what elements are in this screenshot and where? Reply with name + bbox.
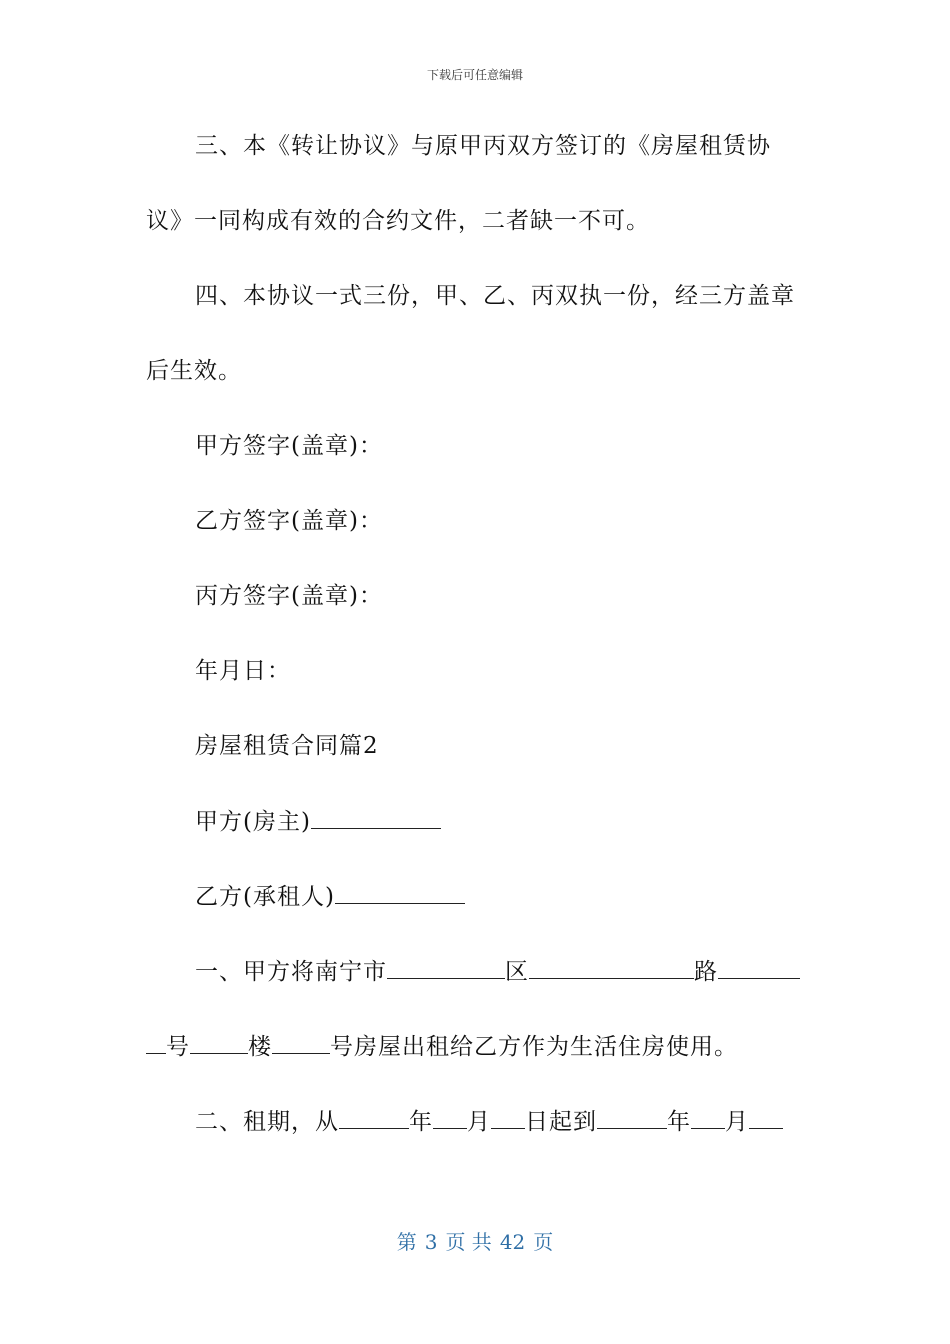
city-district-blank — [387, 956, 505, 979]
road-blank — [529, 956, 694, 979]
page-footer — [0, 1226, 950, 1255]
footer-page-number: 3 — [424, 1230, 438, 1254]
room-blank — [272, 1031, 330, 1054]
clause-1-line-1 — [195, 956, 800, 987]
footer-prefix: 第 — [396, 1230, 417, 1254]
footer-mid: 页 共 — [445, 1230, 492, 1254]
header-note: 下载后可任意编辑 — [426, 68, 523, 82]
clause-1-text-d: 号 — [166, 1034, 190, 1060]
footer-total-pages: 42 — [499, 1230, 526, 1254]
clause-2-line-1 — [195, 1106, 783, 1137]
number-blank — [146, 1031, 166, 1054]
clause-1-text-b: 区 — [505, 959, 529, 985]
clause-2-text-e: 年 — [667, 1109, 691, 1135]
end-month-blank — [691, 1106, 725, 1129]
clause-2-text-b: 年 — [409, 1109, 433, 1135]
clause-1-text-f: 号房屋出租给乙方作为生活住房使用。 — [330, 1034, 738, 1060]
clause-2-text-f: 月 — [725, 1109, 749, 1135]
section-title: 房屋租赁合同篇2 — [195, 733, 379, 759]
party-b-line — [195, 881, 465, 912]
signature-party-a: 甲方签字(盖章)： — [195, 433, 383, 459]
clause-3-line-2: 议》一同构成有效的合约文件，二者缺一不可。 — [146, 208, 650, 234]
party-b-blank — [335, 881, 465, 904]
end-day-blank — [749, 1106, 783, 1129]
party-a-label: 甲方(房主) — [195, 809, 311, 835]
clause-1-text-e: 楼 — [248, 1034, 272, 1060]
clause-2-text-c: 月 — [467, 1109, 491, 1135]
building-blank — [190, 1031, 248, 1054]
clause-3-line-1: 三、本《转让协议》与原甲丙双方签订的《房屋租赁协 — [195, 133, 771, 159]
party-b-label: 乙方(承租人) — [195, 884, 335, 910]
clause-1-text-a: 一、甲方将南宁市 — [195, 959, 387, 985]
footer-suffix: 页 — [533, 1230, 554, 1254]
clause-1-line-2 — [146, 1031, 738, 1062]
signature-party-b: 乙方签字(盖章)： — [195, 508, 383, 534]
start-day-blank — [491, 1106, 525, 1129]
date-line: 年月日： — [195, 658, 291, 684]
end-year-blank — [597, 1106, 667, 1129]
start-year-blank — [339, 1106, 409, 1129]
party-a-line — [195, 806, 441, 837]
road-number-blank — [718, 956, 800, 979]
signature-party-c: 丙方签字(盖章)： — [195, 583, 383, 609]
start-month-blank — [433, 1106, 467, 1129]
clause-4-line-2: 后生效。 — [146, 358, 242, 384]
clause-1-text-c: 路 — [694, 959, 718, 985]
clause-2-text-d: 日起到 — [525, 1109, 597, 1135]
party-a-blank — [311, 806, 441, 829]
clause-2-text-a: 二、租期，从 — [195, 1109, 339, 1135]
clause-4-line-1: 四、本协议一式三份，甲、乙、丙双执一份，经三方盖章 — [195, 283, 795, 309]
